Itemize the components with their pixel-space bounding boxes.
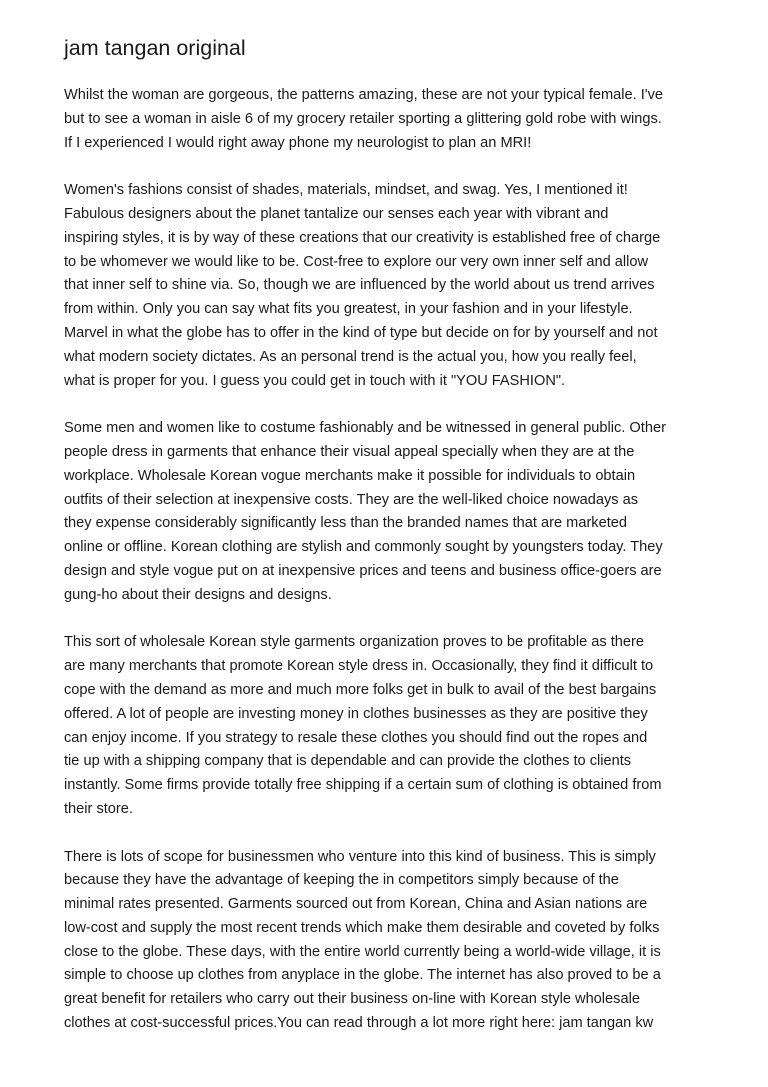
text-line: simple to choose up clothes from anyplace in the globe. The internet has also proved to be a: [64, 967, 661, 984]
text-line: Whilst the woman are gorgeous, the patterns amazing, these are not your typical female. I've: [64, 87, 664, 103]
text-line: their store.: [64, 800, 133, 817]
text-line: people dress in garments that enhance their visual appeal specially when they are at the: [64, 443, 635, 460]
text-line: minimal rates presented. Garments sourced out from Korean, China and Asian nations are: [64, 896, 648, 913]
text-line: great benefit for retailers who carry out their business on-line with Korean style wholesale: [64, 991, 640, 1008]
text-line: low-cost and supply the most recent trends which make them desirable and coveted by folks: [64, 919, 660, 936]
text-line: tie up with a shipping company that is dependable and can provide the clothes to clients: [64, 753, 632, 770]
text-line: what modern society dictates. As an personal trend is the actual you, how you really feel,: [64, 348, 637, 365]
text-line: design and style vogue put on at inexpensive prices and teens and business office-goers are: [64, 562, 662, 579]
text-line: are many merchants that promote Korean style dress in. Occasionally, they find it difficult to: [64, 658, 654, 675]
text-line: what is proper for you. I guess you could get in touch with it "YOU FASHION".: [64, 372, 566, 389]
text-line: because they have the advantage of keeping the in competitors simply because of the: [64, 872, 619, 889]
paragraph: [64, 417, 714, 607]
text-line: offered. A lot of people are investing money in clothes businesses as they are positive they: [64, 705, 648, 722]
paragraph: [64, 631, 714, 821]
text-line: Fabulous designers about the planet tantalize our senses each year with vibrant and: [64, 205, 609, 222]
text-line: outfits of their selection at inexpensive costs. They are the well-liked choice nowadays as: [64, 491, 639, 508]
text-line: they expense considerably significantly less than the branded names that are marketed: [64, 515, 627, 532]
text-line: gung-ho about their designs and designs.: [64, 586, 332, 603]
paragraph: [64, 84, 714, 155]
page-title: jam tangan original: [64, 36, 246, 60]
paragraph: [64, 846, 714, 1036]
text-line: from within. Only you can say what fits you greatest, in your fashion and in your lifestyle.: [64, 301, 633, 318]
text-line: workplace. Wholesale Korean vogue merchants make it possible for individuals to obtain: [64, 467, 636, 484]
text-line: There is lots of scope for businessmen who venture into this kind of business. This is simply: [64, 848, 656, 865]
text-line: Marvel in what the globe has to offer in the kind of type but decide on for by yourself and not: [64, 324, 658, 341]
text-line: online or offline. Korean clothing are stylish and commonly sought by youngsters today. They: [64, 539, 663, 556]
text-line: cope with the demand as more and much more folks get in bulk to avail of the best bargains: [64, 681, 657, 698]
text-line: to be whomever we would like to be. Cost-free to explore our very own inner self and allow: [64, 253, 649, 270]
text-line: clothes at cost-successful prices.You can read through a lot more right here: jam tangan kw: [64, 1015, 654, 1032]
text-line: instantly. Some firms provide totally free shipping if a certain sum of clothing is obtained from: [64, 777, 662, 794]
text-line: but to see a woman in aisle 6 of my grocery retailer sporting a glittering gold robe with wings.: [64, 110, 662, 127]
text-line: This sort of wholesale Korean style garments organization proves to be profitable as there: [64, 634, 645, 651]
text-line: Women's fashions consist of shades, materials, mindset, and swag. Yes, I mentioned it!: [64, 182, 628, 199]
text-line: If I experienced I would right away phone my neurologist to plan an MRI!: [64, 134, 532, 151]
text-line: close to the globe. These days, with the entire world currently being a world-wide village, it is: [64, 943, 661, 960]
document-body: [64, 84, 714, 1060]
text-line: that inner self to shine via. So, though we are influenced by the world about us trend arrives: [64, 277, 655, 294]
paragraph: [64, 179, 714, 393]
text-line: Some men and women like to costume fashionably and be witnessed in general public. Other: [64, 420, 666, 437]
text-line: inspiring styles, it is by way of these creations that our creativity is established free of charge: [64, 229, 661, 246]
text-line: can enjoy income. If you strategy to resale these clothes you should find out the ropes and: [64, 729, 648, 746]
